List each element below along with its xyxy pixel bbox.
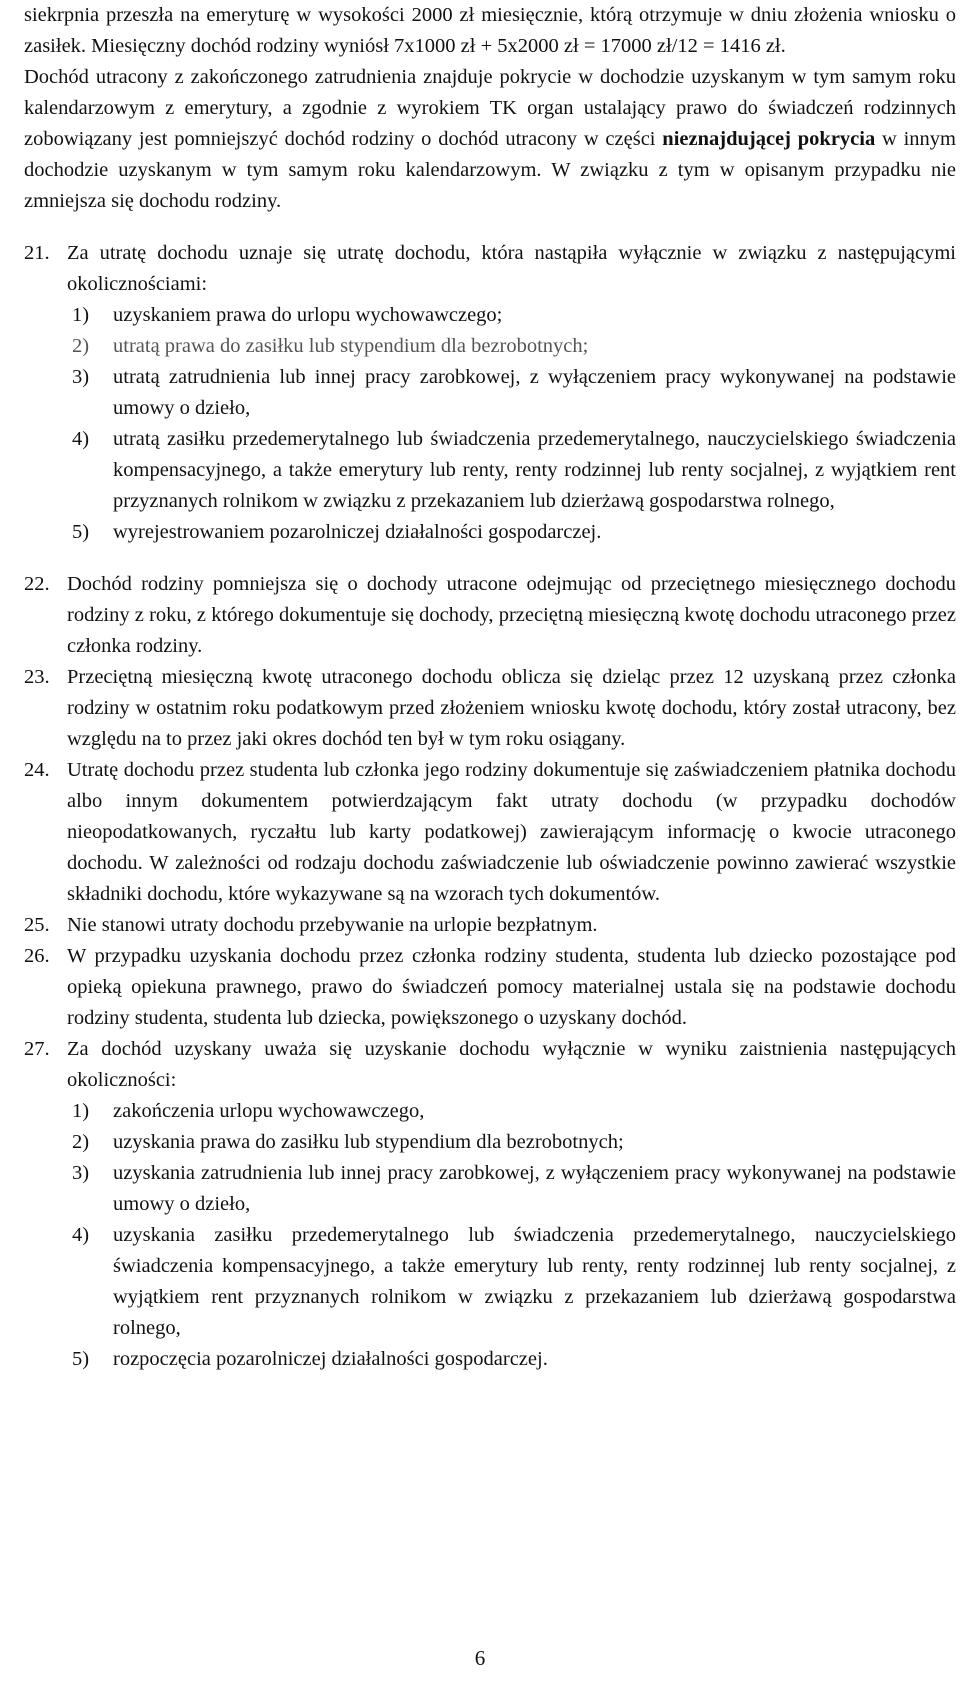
item-text: Za utratę dochodu uznaje się utratę dochodu, która nastąpiła wyłącznie w związku z następującymi okolicznościami:: [67, 242, 956, 295]
sub-item-text: rozpoczęcia pozarolniczej działalności gospodarczej.: [113, 1348, 548, 1370]
sub-list: [67, 1096, 956, 1375]
item-text: Za dochód uzyskany uważa się uzyskanie dochodu wyłącznie w wyniku zaistnienia następujących okoliczności:: [67, 1038, 956, 1091]
sub-item-text: utratą zasiłku przedemerytalnego lub świadczenia przedemerytalnego, nauczycielskiego świadczenia kompensacyjnego, a także emerytury lub renty, renty rodzinnej lub renty socjalnej, z wyjątkiem rent przyznanych rolnikom w związku z przekazaniem lub dzierżawą gospodarstwa rolnego,: [113, 428, 956, 512]
item-number: 21.: [24, 242, 50, 264]
item-21: [24, 238, 956, 548]
item-text: Utratę dochodu przez studenta lub członka jego rodziny dokumentuje się zaświadczeniem płatnika dochodu albo innym dokumentem potwierdzającym fakt utraty dochodu (w przypadku dochodów nieopodatkowanych, ryczałtu lub karty podatkowej) zawierającym informację o kwocie utraconego dochodu. W zależności od rodzaju dochodu zaświadczenie lub oświadczenie powinno zawierać wszystkie składniki dochodu, które wykazywane są na wzorach tych dokumentów.: [67, 759, 956, 905]
sub-item-number: 2): [72, 1131, 90, 1153]
item-24: [24, 755, 956, 910]
sub-list: [67, 300, 956, 548]
sub-item-number: 1): [72, 1100, 90, 1122]
sub-item-number: 3): [72, 366, 90, 388]
sub-item-1: [67, 1096, 956, 1127]
item-text: W przypadku uzyskania dochodu przez członka rodziny studenta, studenta lub dziecko pozostające pod opieką opiekuna prawnego, prawo do świadczeń pomocy materialnej ustala się na podstawie dochodu rodziny studenta, studenta lub dziecka, powiększonego o uzyskany dochód.: [67, 945, 956, 1029]
sub-item-5: [67, 1344, 956, 1375]
sub-item-3: [67, 362, 956, 424]
item-number: 27.: [24, 1038, 50, 1060]
intro-section: [24, 0, 956, 217]
intro-paragraph-2-bold: nieznajdującej pokrycia: [662, 128, 876, 150]
sub-item-number: 4): [72, 1224, 90, 1246]
sub-item-number: 3): [72, 1162, 90, 1184]
item-26: [24, 941, 956, 1034]
sub-item-number: 5): [72, 1348, 90, 1370]
sub-item-1: [67, 300, 956, 331]
item-27: [24, 1034, 956, 1375]
sub-item-text: wyrejestrowaniem pozarolniczej działalności gospodarczej.: [113, 521, 602, 543]
item-text: Dochód rodziny pomniejsza się o dochody utracone odejmując od przeciętnego miesięcznego dochodu rodziny z roku, z którego dokumentuje się dochody, przeciętną miesięczną kwotę dochodu utraconego przez członka rodziny.: [67, 573, 956, 657]
sub-item-4: [67, 1220, 956, 1344]
item-number: 25.: [24, 914, 50, 936]
sub-item-number: 2): [72, 335, 90, 357]
sub-item-text: uzyskania prawa do zasiłku lub stypendium dla bezrobotnych;: [113, 1131, 624, 1153]
sub-item-text: uzyskaniem prawa do urlopu wychowawczego;: [113, 304, 503, 326]
item-number: 24.: [24, 759, 50, 781]
sub-item-3: [67, 1158, 956, 1220]
item-number: 26.: [24, 945, 50, 967]
sub-item-2: [67, 1127, 956, 1158]
sub-item-2: [67, 331, 956, 362]
sub-item-number: 5): [72, 521, 90, 543]
sub-item-text: uzyskania zasiłku przedemerytalnego lub świadczenia przedemerytalnego, nauczycielskiego świadczenia kompensacyjnego, a także emerytury lub renty, renty rodzinnej lub renty socjalnej, z wyjątkiem rent przyznanych rolnikom w związku z przekazaniem lub dzierżawą gospodarstwa rolnego,: [113, 1224, 956, 1339]
item-text: Przeciętną miesięczną kwotę utraconego dochodu oblicza się dzieląc przez 12 uzyskaną przez członka rodziny w ostatnim roku podatkowym przed złożeniem wniosku kwotę dochodu, który został utracony, bez względu na to przez jaki okres dochód ten był w tym roku osiągany.: [67, 666, 956, 750]
page-number: 6: [474, 1646, 486, 1670]
sub-item-text: uzyskania zatrudnienia lub innej pracy zarobkowej, z wyłączeniem pracy wykonywanej na podstawie umowy o dzieło,: [113, 1162, 956, 1215]
sub-item-4: [67, 424, 956, 517]
item-25: [24, 910, 956, 941]
sub-item-number: 1): [72, 304, 90, 326]
intro-paragraph-1: siekrpnia przeszła na emeryturę w wysokości 2000 zł miesięcznie, którą otrzymuje w dniu złożenia wniosku o zasiłek. Miesięczny dochód rodziny wyniósł 7x1000 zł + 5x2000 zł = 17000 zł/12 = 1416 zł.: [24, 4, 956, 57]
sub-item-text: utratą zatrudnienia lub innej pracy zarobkowej, z wyłączeniem pracy wykonywanej na podstawie umowy o dzieło,: [113, 366, 956, 419]
sub-item-number: 4): [72, 428, 90, 450]
item-number: 23.: [24, 666, 50, 688]
intro-paragraph-2-start: Dochód utracony z zakończonego zatrudnienia znajduje pokrycie w dochodzie uzyskanym w tym samym roku kalendarzowym z emerytury, a zgodnie z wyrokiem TK organ ustalający prawo do świadczeń rodzinnych zobowiązany jest pomniejszyć dochód rodziny o dochód utracony w części: [24, 66, 956, 150]
item-23: [24, 662, 956, 755]
sub-item-text: utratą prawa do zasiłku lub stypendium dla bezrobotnych;: [113, 335, 589, 357]
intro-paragraph-2: [24, 62, 956, 217]
document-page: [24, 0, 956, 1375]
item-number: 22.: [24, 573, 50, 595]
item-text: Nie stanowi utraty dochodu przebywanie na urlopie bezpłatnym.: [67, 914, 598, 936]
item-22: [24, 569, 956, 662]
sub-item-text: zakończenia urlopu wychowawczego,: [113, 1100, 425, 1122]
intro-paragraph-2-end: w innym dochodzie uzyskanym w tym samym roku kalendarzowym. W związku z tym w opisanym przypadku nie zmniejsza się dochodu rodziny.: [24, 128, 956, 212]
sub-item-5: [67, 517, 956, 548]
